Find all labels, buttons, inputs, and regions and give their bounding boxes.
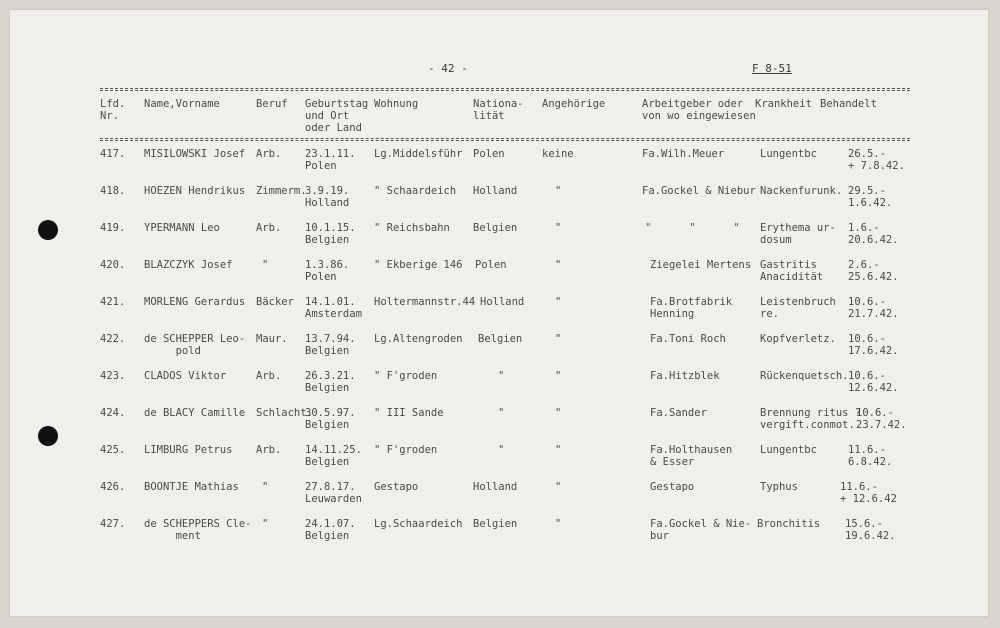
cell-beruf: Arb. [256, 222, 282, 234]
table-row [0, 333, 1000, 369]
cell-krankheit: Brennung ritus ? vergift.conmot. [760, 407, 862, 431]
cell-beruf: " [262, 518, 269, 530]
cell-wohnung: Lg.Schaardeich [374, 518, 463, 530]
table-row [0, 407, 1000, 443]
cell-arbeitgeber: Ziegelei Mertens [650, 259, 752, 271]
cell-wohnung: " Ekberige 146 [374, 259, 463, 271]
cell-behandelt: 11.6.- + 12.6.42 [840, 481, 897, 505]
cell-nationalitaet: Polen [473, 148, 505, 160]
cell-geburt: 30.5.97. Belgien [305, 407, 356, 431]
cell-name: LIMBURG Petrus [144, 444, 233, 456]
cell-nationalitaet: Belgien [473, 518, 518, 530]
cell-name: de SCHEPPERS Cle- ment [144, 518, 252, 542]
cell-beruf: Arb. [256, 370, 282, 382]
cell-nationalitaet: Polen [475, 259, 507, 271]
cell-krankheit: Leistenbruch re. [760, 296, 836, 320]
cell-geburt: 14.1.01. Amsterdam [305, 296, 362, 320]
cell-geburt: 24.1.07. Belgien [305, 518, 356, 542]
cell-krankheit: Erythema ur- dosum [760, 222, 836, 246]
cell-wohnung: " F'groden [374, 444, 438, 456]
cell-krankheit: Kopfverletz. [760, 333, 836, 345]
cell-arbeitgeber: Fa.Hitzblek [650, 370, 720, 382]
cell-angehoerige: " [555, 185, 562, 197]
cell-nr: 425. [100, 444, 126, 456]
cell-nationalitaet: Belgien [473, 222, 518, 234]
cell-nr: 421. [100, 296, 126, 308]
cell-krankheit: Typhus [760, 481, 798, 493]
cell-behandelt: 29.5.- 1.6.42. [848, 185, 893, 209]
cell-beruf: Schlacht. [256, 407, 313, 419]
cell-nr: 427. [100, 518, 126, 530]
cell-name: BLAZCZYK Josef [144, 259, 233, 271]
cell-angehoerige: " [555, 407, 562, 419]
header-nr: Lfd. Nr. [100, 98, 126, 122]
cell-behandelt: 10.6.- 21.7.42. [848, 296, 899, 320]
cell-geburt: 10.1.15. Belgien [305, 222, 356, 246]
header-angehoerige: Angehörige [542, 98, 606, 110]
cell-krankheit: Nackenfurunk. [760, 185, 843, 197]
cell-angehoerige: " [555, 222, 562, 234]
cell-wohnung: " Reichsbahn [374, 222, 450, 234]
cell-krankheit: Lungentbc [760, 148, 817, 160]
cell-beruf: Bäcker [256, 296, 294, 308]
cell-beruf: " [262, 481, 269, 493]
cell-behandelt: 11.6.- 6.8.42. [848, 444, 893, 468]
header-nationalitaet: Nationa- lität [473, 98, 524, 122]
cell-geburt: 14.11.25. Belgien [305, 444, 362, 468]
cell-name: YPERMANN Leo [144, 222, 220, 234]
cell-angehoerige: keine [542, 148, 574, 160]
cell-beruf: " [262, 259, 269, 271]
cell-arbeitgeber: Fa.Gockel & Niebur [642, 185, 756, 197]
cell-beruf: Zimmerm. [256, 185, 307, 197]
cell-beruf: Arb. [256, 444, 282, 456]
table-row [0, 518, 1000, 554]
cell-krankheit: Gastritis Anacidität [760, 259, 824, 283]
cell-krankheit: Lungentbc [760, 444, 817, 456]
cell-wohnung: " Schaardeich [374, 185, 457, 197]
cell-krankheit: Rückenquetsch. [760, 370, 849, 382]
cell-behandelt: 10.6.- 23.7.42. [856, 407, 907, 431]
document-reference: F 8-51 [752, 62, 792, 75]
cell-nr: 422. [100, 333, 126, 345]
header-bottom-rule [100, 138, 910, 139]
cell-geburt: 1.3.86. Polen [305, 259, 350, 283]
table-row [0, 185, 1000, 221]
cell-wohnung: Lg.Altengroden [374, 333, 463, 345]
cell-arbeitgeber: Fa.Brotfabrik Henning [650, 296, 733, 320]
header-top-rule [100, 88, 910, 89]
table-row [0, 148, 1000, 184]
cell-arbeitgeber: " " " [645, 222, 740, 234]
header-beruf: Beruf [256, 98, 288, 110]
cell-nationalitaet: " [498, 370, 505, 382]
cell-nationalitaet: Holland [473, 481, 518, 493]
cell-beruf: Maur. [256, 333, 288, 345]
table-row [0, 296, 1000, 332]
cell-angehoerige: " [555, 370, 562, 382]
cell-nr: 418. [100, 185, 126, 197]
header-geburt: Geburtstag und Ort oder Land [305, 98, 369, 134]
table-row [0, 444, 1000, 480]
cell-name: CLADOS Viktor [144, 370, 227, 382]
header-bottom-rule [100, 140, 910, 141]
cell-name: de BLACY Camille [144, 407, 246, 419]
cell-behandelt: 15.6.- 19.6.42. [845, 518, 896, 542]
cell-behandelt: 2.6.- 25.6.42. [848, 259, 899, 283]
cell-behandelt: 10.6.- 12.6.42. [848, 370, 899, 394]
cell-name: MISILOWSKI Josef [144, 148, 246, 160]
cell-behandelt: 1.6.- 20.6.42. [848, 222, 899, 246]
cell-nationalitaet: " [498, 444, 505, 456]
cell-nr: 423. [100, 370, 126, 382]
header-behandelt: Behandelt [820, 98, 877, 110]
cell-name: HOEZEN Hendrikus [144, 185, 246, 197]
cell-arbeitgeber: Fa.Gockel & Nie- bur [650, 518, 752, 542]
cell-nr: 424. [100, 407, 126, 419]
cell-angehoerige: " [555, 259, 562, 271]
cell-arbeitgeber: Fa.Toni Roch [650, 333, 726, 345]
cell-name: de SCHEPPER Leo- pold [144, 333, 246, 357]
cell-wohnung: " F'groden [374, 370, 438, 382]
cell-wohnung: Gestapo [374, 481, 419, 493]
cell-nr: 426. [100, 481, 126, 493]
cell-nationalitaet: Belgien [478, 333, 523, 345]
table-row [0, 259, 1000, 295]
cell-geburt: 26.3.21. Belgien [305, 370, 356, 394]
cell-geburt: 23.1.11. Polen [305, 148, 356, 172]
table-row [0, 222, 1000, 258]
table-row [0, 481, 1000, 517]
cell-geburt: 27.8.17. Leuwarden [305, 481, 362, 505]
cell-arbeitgeber: Gestapo [650, 481, 695, 493]
cell-name: BOONTJE Mathias [144, 481, 239, 493]
cell-nr: 417. [100, 148, 126, 160]
cell-wohnung: " III Sande [374, 407, 444, 419]
cell-wohnung: Lg.Middelsführ [374, 148, 463, 160]
cell-krankheit: Bronchitis [757, 518, 821, 530]
cell-angehoerige: " [555, 481, 562, 493]
cell-nr: 419. [100, 222, 126, 234]
cell-nationalitaet: Holland [473, 185, 518, 197]
cell-geburt: 3.9.19. Holland [305, 185, 350, 209]
cell-nr: 420. [100, 259, 126, 271]
cell-arbeitgeber: Fa.Wilh.Meuer [642, 148, 725, 160]
cell-behandelt: 10.6.- 17.6.42. [848, 333, 899, 357]
cell-behandelt: 26.5.- + 7.8.42. [848, 148, 905, 172]
cell-wohnung: Holtermannstr.44 [374, 296, 476, 308]
header-arbeitgeber: Arbeitgeber oder von wo eingewiesen [642, 98, 756, 122]
cell-nationalitaet: Holland [480, 296, 525, 308]
cell-nationalitaet: " [498, 407, 505, 419]
cell-arbeitgeber: Fa.Holthausen & Esser [650, 444, 733, 468]
cell-beruf: Arb. [256, 148, 282, 160]
cell-angehoerige: " [555, 444, 562, 456]
header-top-rule [100, 90, 910, 91]
page-number: - 42 - [428, 62, 468, 75]
header-wohnung: Wohnung [374, 98, 419, 110]
table-row [0, 370, 1000, 406]
cell-name: MORLENG Gerardus [144, 296, 246, 308]
cell-arbeitgeber: Fa.Sander [650, 407, 707, 419]
cell-geburt: 13.7.94. Belgien [305, 333, 356, 357]
header-name: Name,Vorname [144, 98, 220, 110]
cell-angehoerige: " [555, 333, 562, 345]
header-krankheit: Krankheit [755, 98, 812, 110]
cell-angehoerige: " [555, 296, 562, 308]
cell-angehoerige: " [555, 518, 562, 530]
